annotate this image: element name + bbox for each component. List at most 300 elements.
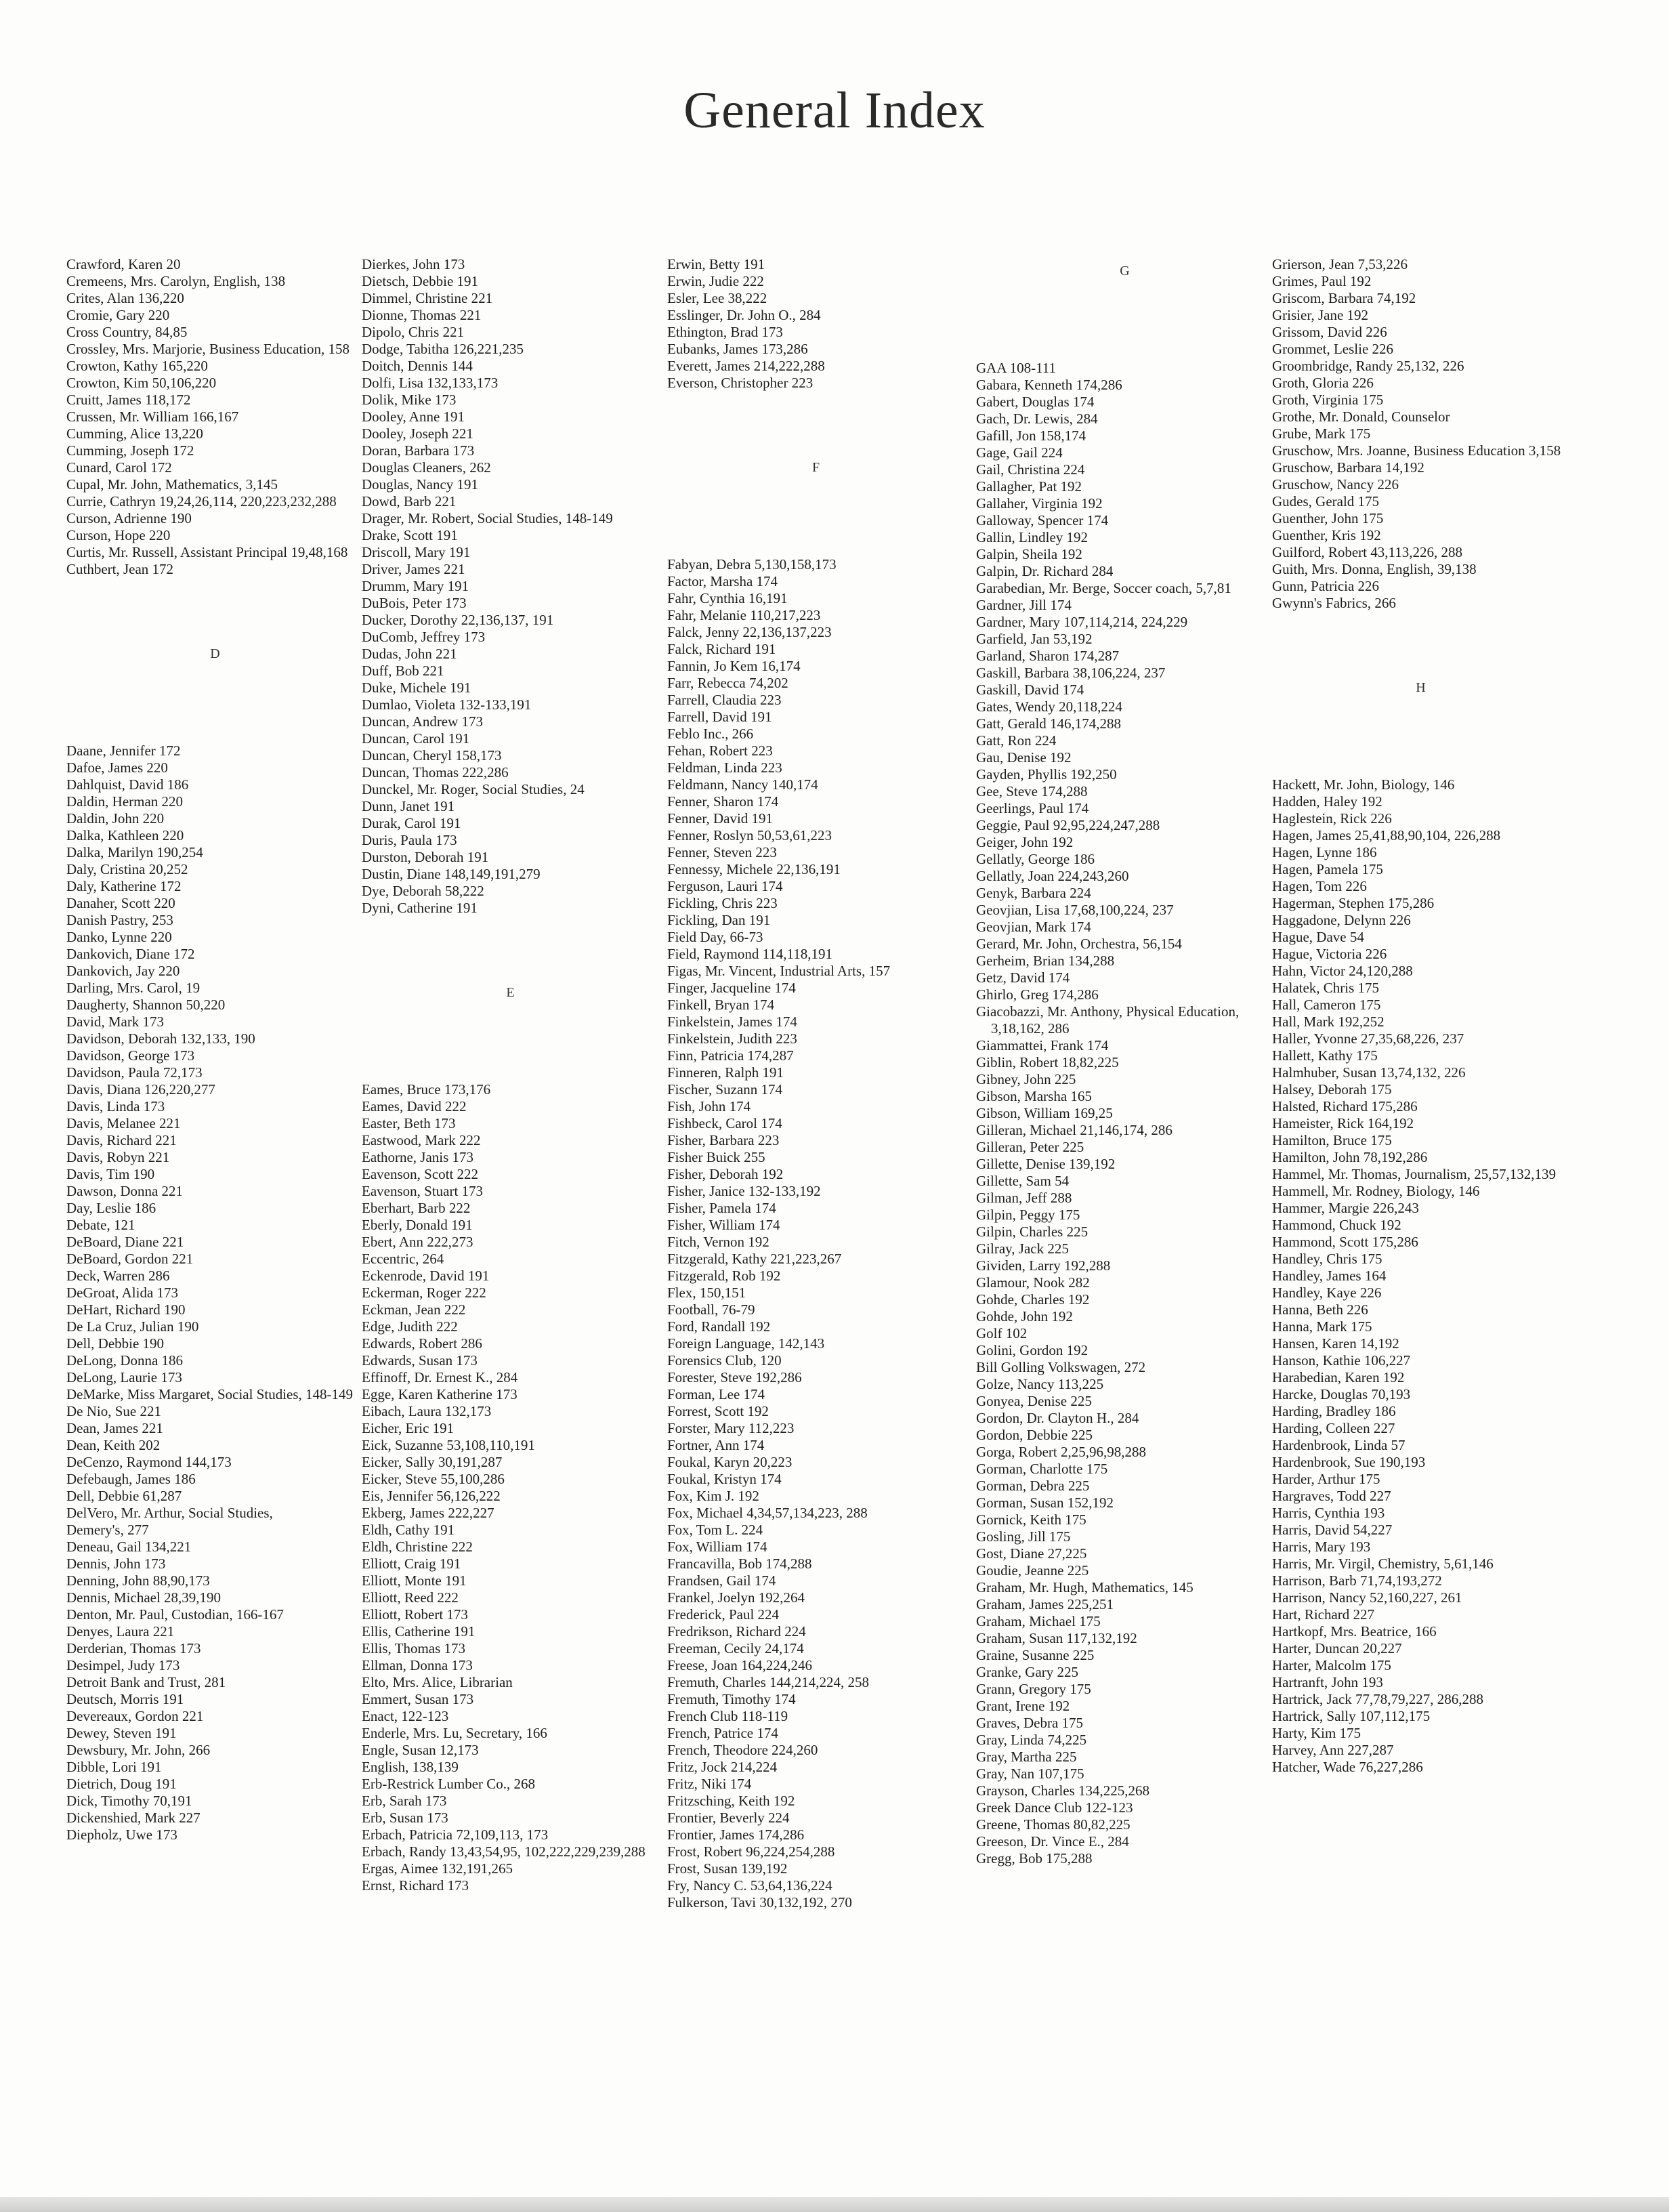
page-title: General Index [683,82,986,139]
index-entry: Ellis, Catherine 191 [362,1623,476,1640]
index-entry: Fox, Tom L. 224 [667,1522,763,1538]
index-entry: Grierson, Jean 7,53,226 [1272,256,1408,272]
index-entry: Eames, Bruce 173,176 [362,1081,491,1098]
section-letter-heading: E [506,985,515,1000]
index-entry: Fredrikson, Richard 224 [667,1623,806,1640]
index-column-3 [667,256,965,1911]
index-entry: Francavilla, Bob 174,288 [667,1556,812,1572]
index-entry: Handley, Kaye 226 [1272,1285,1382,1301]
index-entry: Fitzgerald, Rob 192 [667,1268,781,1284]
index-entry: Dawson, Donna 221 [66,1183,184,1199]
index-entry: Gruschow, Mrs. Joanne, Business Education 3,158 [1272,442,1561,459]
index-entry: Griscom, Barbara 74,192 [1272,290,1416,306]
index-entry: Fischer, Suzann 174 [667,1081,783,1098]
index-entry: Fishbeck, Carol 174 [667,1115,782,1131]
index-entry: Cross Country, 84,85 [66,324,188,340]
index-entry: Glamour, Nook 282 [976,1274,1090,1291]
index-entry: Field, Raymond 114,118,191 [667,946,833,962]
index-entry: Eccentric, 264 [362,1251,444,1267]
index-entry: Erb-Restrick Lumber Co., 268 [362,1776,536,1792]
index-entry: Driscoll, Mary 191 [362,544,471,560]
index-entry: Dowd, Barb 221 [362,493,457,509]
index-entry: Hallett, Kathy 175 [1272,1047,1378,1064]
index-entry: Guenther, Kris 192 [1272,527,1381,543]
index-entry: Eibach, Laura 132,173 [362,1403,492,1419]
index-entry: Gerard, Mr. John, Orchestra, 56,154 [976,936,1182,952]
index-entry: Crawford, Karen 20 [66,256,181,272]
index-entry: Hague, Victoria 226 [1272,946,1387,962]
index-entry: Harcke, Douglas 70,193 [1272,1386,1411,1402]
index-entry: Gregg, Bob 175,288 [976,1850,1093,1866]
index-entry: Gach, Dr. Lewis, 284 [976,411,1098,427]
index-entry: Everson, Christopher 223 [667,375,814,391]
index-entry: Hahn, Victor 24,120,288 [1272,963,1413,979]
index-entry: Elliott, Reed 222 [362,1589,459,1606]
index-entry: Gau, Denise 192 [976,749,1072,766]
index-entry: Danko, Lynne 220 [66,929,172,945]
index-entry: Daugherty, Shannon 50,220 [66,997,226,1013]
index-entry: Graham, Susan 117,132,192 [976,1630,1137,1646]
index-entry: Dyni, Catherine 191 [362,900,478,916]
index-entry: Gwynn's Fabrics, 266 [1272,595,1396,611]
index-entry: Cumming, Alice 13,220 [66,425,203,442]
index-entry: Field Day, 66-73 [667,929,763,945]
index-entry: Crussen, Mr. William 166,167 [66,409,239,425]
index-entry: Fritz, Jock 214,224 [667,1759,778,1775]
index-entry: Finkell, Bryan 174 [667,997,775,1013]
index-entry: Ferguson, Lauri 174 [667,878,783,894]
index-entry: Falck, Richard 191 [667,641,776,657]
index-entry: De Nio, Sue 221 [66,1403,161,1419]
section-letter-heading: H [1416,680,1427,695]
index-entry: Gaskill, Barbara 38,106,224, 237 [976,665,1166,681]
index-entry: Danish Pastry, 253 [66,912,173,928]
index-entry: Haller, Yvonne 27,35,68,226, 237 [1272,1030,1464,1047]
index-column-5 [1272,256,1570,1776]
index-entry: Crites, Alan 136,220 [66,290,184,306]
index-entry: Eastwood, Mark 222 [362,1132,481,1148]
index-entry: Gellatly, George 186 [976,851,1095,867]
index-entry: Harabedian, Karen 192 [1272,1369,1405,1385]
index-entry: Gordon, Debbie 225 [976,1427,1093,1443]
index-entry: Eberly, Donald 191 [362,1217,473,1233]
index-entry: Grimes, Paul 192 [1272,273,1372,289]
index-entry: Fisher, Deborah 192 [667,1166,784,1182]
index-entry: Forester, Steve 192,286 [667,1369,802,1385]
index-entry: Garabedian, Mr. Berge, Soccer coach, 5,7,81 [976,580,1231,596]
index-entry: Greeson, Dr. Vince E., 284 [976,1833,1129,1850]
index-entry: Emmert, Susan 173 [362,1691,474,1707]
index-entry: Gruschow, Barbara 14,192 [1272,459,1424,476]
index-entry: Gilray, Jack 225 [976,1240,1069,1257]
index-entry: Egge, Karen Katherine 173 [362,1386,517,1402]
index-entry: Gohde, Charles 192 [976,1291,1090,1308]
index-entry: Hartrick, Jack 77,78,79,227, 286,288 [1272,1691,1484,1707]
index-entry: Halatek, Chris 175 [1272,980,1380,996]
index-entry: Fox, Michael 4,34,57,134,223, 288 [667,1505,868,1521]
index-entry: Harter, Malcolm 175 [1272,1657,1391,1673]
index-entry: Dick, Timothy 70,191 [66,1793,192,1809]
index-entry: Guenther, John 175 [1272,510,1384,526]
index-entry: Giblin, Robert 18,82,225 [976,1054,1119,1070]
index-entry: Fisher, William 174 [667,1217,780,1233]
index-entry: DuBois, Peter 173 [362,595,467,611]
index-entry: Gohde, John 192 [976,1308,1073,1324]
index-entry: Gibson, William 169,25 [976,1105,1113,1121]
index-entry: Gordon, Dr. Clayton H., 284 [976,1410,1139,1426]
index-entry: Dudas, John 221 [362,646,457,662]
index-entry: Ellis, Thomas 173 [362,1640,466,1656]
index-entry: Getz, David 174 [976,969,1070,986]
index-entry: Eames, David 222 [362,1098,467,1114]
index-entry: Hagen, Lynne 186 [1272,844,1377,860]
index-entry: Hammell, Mr. Rodney, Biology, 146 [1272,1183,1480,1199]
index-entry: Gafill, Jon 158,174 [976,427,1086,444]
index-entry: Cumming, Joseph 172 [66,442,194,459]
index-entry: Halmhuber, Susan 13,74,132, 226 [1272,1064,1466,1081]
index-entry: Erwin, Judie 222 [667,273,764,289]
index-entry: Easter, Beth 173 [362,1115,456,1131]
index-entry: Curtis, Mr. Russell, Assistant Principal 19,48,168 [66,544,348,560]
index-entry: Daly, Katherine 172 [66,878,182,894]
index-entry: Edwards, Robert 286 [362,1335,482,1352]
index-entry: Eathorne, Janis 173 [362,1149,474,1165]
index-entry: Hagen, James 25,41,88,90,104, 226,288 [1272,827,1501,843]
index-entry: Fisher Buick 255 [667,1149,765,1165]
index-entry: Geovjian, Mark 174 [976,919,1091,935]
index-entry: Frost, Robert 96,224,254,288 [667,1843,835,1860]
index-entry: Esslinger, Dr. John O., 284 [667,307,821,323]
index-entry: Eckman, Jean 222 [362,1301,466,1318]
index-entry: Curson, Adrienne 190 [66,510,192,526]
index-entry: Daly, Cristina 20,252 [66,861,188,877]
index-entry: Forman, Lee 174 [667,1386,765,1402]
index-entry: Eicker, Steve 55,100,286 [362,1471,505,1487]
index-entry: Foreign Language, 142,143 [667,1335,825,1352]
index-entry: Harris, David 54,227 [1272,1522,1393,1538]
index-entry: Devereaux, Gordon 221 [66,1708,204,1724]
index-entry: Fisher, Pamela 174 [667,1200,776,1216]
index-entry: Fabyan, Debra 5,130,158,173 [667,556,837,572]
index-entry: Grayson, Charles 134,225,268 [976,1782,1150,1799]
index-entry: Fennessy, Michele 22,136,191 [667,861,841,877]
index-entry: Daane, Jennifer 172 [66,743,181,759]
index-entry: Duff, Bob 221 [362,663,444,679]
index-entry: Duncan, Carol 191 [362,730,470,747]
index-entry: Feblo Inc., 266 [667,726,754,742]
index-entry: Elliott, Monte 191 [362,1572,467,1589]
index-entry: French, Theodore 224,260 [667,1742,818,1758]
index-entry: Gosling, Jill 175 [976,1528,1071,1545]
index-entry: Geerlings, Paul 174 [976,800,1089,816]
index-entry: Finkelstein, Judith 223 [667,1030,797,1047]
index-entry: Hall, Mark 192,252 [1272,1014,1385,1030]
index-entry: Hatcher, Wade 76,227,286 [1272,1759,1423,1775]
index-entry: Feldmann, Nancy 140,174 [667,776,818,793]
index-entry: Grisier, Jane 192 [1272,307,1369,323]
index-entry: Freeman, Cecily 24,174 [667,1640,804,1656]
index-entry: Goudie, Jeanne 225 [976,1562,1089,1579]
index-entry: Desimpel, Judy 173 [66,1657,180,1673]
index-entry: Hackett, Mr. John, Biology, 146 [1272,776,1455,793]
index-entry: Curson, Hope 220 [66,527,171,543]
index-entry: Ergas, Aimee 132,191,265 [362,1860,513,1877]
index-entry: Cupal, Mr. John, Mathematics, 3,145 [66,476,278,493]
index-entry: Dimmel, Christine 221 [362,290,493,306]
index-entry: Davis, Robyn 221 [66,1149,170,1165]
index-entry: Dewsbury, Mr. John, 266 [66,1742,211,1758]
index-entry: Fulkerson, Tavi 30,132,192, 270 [667,1894,852,1911]
index-entry: Hartrick, Sally 107,112,175 [1272,1708,1431,1724]
index-entry: Hamilton, Bruce 175 [1272,1132,1392,1148]
index-entry: English, 138,139 [362,1759,459,1775]
index-entry: Deutsch, Morris 191 [66,1691,184,1707]
index-entry: Guilford, Robert 43,113,226, 288 [1272,544,1462,560]
index-entry: Giacobazzi, Mr. Anthony, Physical Education, 3,18,162, 286 [976,1003,1240,1037]
index-entry: Foukal, Karyn 20,223 [667,1454,793,1470]
index-entry: Genyk, Barbara 224 [976,885,1091,901]
index-entry: Crowton, Kim 50,106,220 [66,375,217,391]
index-entry: Gibney, John 225 [976,1071,1076,1087]
index-entry: Gillette, Sam 54 [976,1173,1070,1189]
index-entry: Farrell, Claudia 223 [667,692,782,708]
index-entry: Hardenbrook, Linda 57 [1272,1437,1406,1453]
index-entry: Ellman, Donna 173 [362,1657,473,1673]
index-entry: Engle, Susan 12,173 [362,1742,479,1758]
index-entry: Geggie, Paul 92,95,224,247,288 [976,817,1160,833]
index-entry: Grube, Mark 175 [1272,425,1371,442]
index-entry: Eberhart, Barb 222 [362,1200,471,1216]
index-entry: Finneren, Ralph 191 [667,1064,784,1081]
section-letter-heading: G [1120,264,1131,278]
index-entry: Gruschow, Nancy 226 [1272,476,1399,493]
index-entry: Dalka, Marilyn 190,254 [66,844,203,860]
index-entry: Demery's, 277 [66,1522,149,1538]
index-entry: French Club 118-119 [667,1708,788,1724]
index-entry: Elliott, Robert 173 [362,1606,468,1623]
index-entry: Currie, Cathryn 19,24,26,114, 220,223,232,288 [66,493,337,509]
index-entry: Harris, Mr. Virgil, Chemistry, 5,61,146 [1272,1556,1494,1572]
index-entry: Harter, Duncan 20,227 [1272,1640,1402,1656]
index-entry: Cromie, Gary 220 [66,307,170,323]
index-entry: Gorman, Debra 225 [976,1478,1090,1494]
index-column-1 [66,256,364,1843]
index-entry: DeCenzo, Raymond 144,173 [66,1454,232,1470]
index-entry: Groombridge, Randy 25,132, 226 [1272,358,1464,374]
index-entry: Gudes, Gerald 175 [1272,493,1380,509]
index-entry: Hanson, Kathie 106,227 [1272,1352,1411,1369]
index-entry: Gillette, Denise 139,192 [976,1156,1116,1172]
index-entry: Deneau, Gail 134,221 [66,1539,192,1555]
index-entry: Gornick, Keith 175 [976,1511,1086,1528]
index-entry: Derderian, Thomas 173 [66,1640,201,1656]
index-entry: Dodge, Tabitha 126,221,235 [362,341,524,357]
index-entry: Feldman, Linda 223 [667,759,782,776]
index-entry: Fry, Nancy C. 53,64,136,224 [667,1877,832,1894]
index-entry: Galloway, Spencer 174 [976,512,1109,528]
index-entry: Galpin, Sheila 192 [976,546,1082,562]
index-entry: Eavenson, Scott 222 [362,1166,479,1182]
index-entry: Dipolo, Chris 221 [362,324,465,340]
index-entry: Davidson, Paula 72,173 [66,1064,203,1081]
index-entry: Foukal, Kristyn 174 [667,1471,782,1487]
index-entry: Harding, Bradley 186 [1272,1403,1396,1419]
index-entry: Eldh, Cathy 191 [362,1522,455,1538]
index-entry: Hartkopf, Mrs. Beatrice, 166 [1272,1623,1437,1640]
index-entry: Duncan, Cheryl 158,173 [362,747,502,764]
index-entry: Gray, Linda 74,225 [976,1732,1087,1748]
index-entry: Gunn, Patricia 226 [1272,578,1380,594]
index-entry: Grothe, Mr. Donald, Counselor [1272,409,1450,425]
index-entry: Darling, Mrs. Carol, 19 [66,980,200,996]
index-entry: Hanna, Mark 175 [1272,1318,1372,1335]
index-entry: Gilleran, Peter 225 [976,1139,1084,1155]
index-entry: Graham, James 225,251 [976,1596,1114,1612]
index-entry: Forster, Mary 112,223 [667,1420,795,1436]
index-entry: Dionne, Thomas 221 [362,307,482,323]
index-entry: Doitch, Dennis 144 [362,358,473,374]
index-entry: Davis, Melanee 221 [66,1115,181,1131]
index-entry: Frontier, Beverly 224 [667,1810,790,1826]
index-entry: Fickling, Chris 223 [667,895,778,911]
index-entry: Erwin, Betty 191 [667,256,765,272]
index-entry: DeHart, Richard 190 [66,1301,186,1318]
index-entry: Eis, Jennifer 56,126,222 [362,1488,501,1504]
index-entry: Finn, Patricia 174,287 [667,1047,794,1064]
index-entry: Guith, Mrs. Donna, English, 39,138 [1272,561,1477,577]
index-entry: Gallin, Lindley 192 [976,529,1089,545]
index-entry: Hammel, Mr. Thomas, Journalism, 25,57,132,139 [1272,1166,1557,1182]
index-entry: Golini, Gordon 192 [976,1342,1089,1358]
index-entry: Davidson, George 173 [66,1047,195,1064]
index-entry: Gellatly, Joan 224,243,260 [976,868,1129,884]
index-entry: Erbach, Patricia 72,109,113, 173 [362,1827,549,1843]
index-entry: Gilman, Jeff 288 [976,1190,1072,1206]
index-entry: Gayden, Phyllis 192,250 [976,766,1117,782]
index-entry: Douglas Cleaners, 262 [362,459,491,476]
index-entry: Garfield, Jan 53,192 [976,631,1093,647]
index-entry: Deck, Warren 286 [66,1268,170,1284]
index-entry: DuComb, Jeffrey 173 [362,629,486,645]
index-entry: Gee, Steve 174,288 [976,783,1088,799]
index-entry: Graves, Debra 175 [976,1715,1084,1731]
index-entry: Hammer, Margie 226,243 [1272,1200,1419,1216]
index-entry: Dietrich, Doug 191 [66,1776,177,1792]
index-entry: David, Mark 173 [66,1014,165,1030]
index-entry: Dooley, Joseph 221 [362,425,473,442]
index-entry: Day, Leslie 186 [66,1200,156,1216]
index-entry: Frost, Susan 139,192 [667,1860,788,1877]
index-entry: Gage, Gail 224 [976,444,1063,461]
index-entry: Graham, Mr. Hugh, Mathematics, 145 [976,1579,1193,1595]
index-entry: Fenner, David 191 [667,810,774,827]
index-entry: Cremeens, Mrs. Carolyn, English, 138 [66,273,286,289]
index-entry: Falck, Jenny 22,136,137,223 [667,624,832,640]
index-entry: Gray, Nan 107,175 [976,1766,1084,1782]
index-entry: Duke, Michele 191 [362,680,471,696]
index-entry: Galpin, Dr. Richard 284 [976,563,1114,579]
index-entry: Harding, Colleen 227 [1272,1420,1395,1436]
index-entry: Greek Dance Club 122-123 [976,1799,1133,1816]
index-entry: Drake, Scott 191 [362,527,458,543]
index-entry: Doran, Barbara 173 [362,442,475,459]
index-entry: Denning, John 88,90,173 [66,1572,210,1589]
index-entry: Eicker, Sally 30,191,287 [362,1454,503,1470]
index-entry: Gray, Martha 225 [976,1749,1077,1765]
index-entry: Fish, John 174 [667,1098,751,1114]
index-entry: Graine, Susanne 225 [976,1647,1095,1663]
index-entry: Harrison, Nancy 52,160,227, 261 [1272,1589,1462,1606]
index-entry: Driver, James 221 [362,561,465,577]
index-entry: Erb, Susan 173 [362,1810,448,1826]
index-entry: Frandsen, Gail 174 [667,1572,776,1589]
index-entry: Dewey, Steven 191 [66,1725,177,1741]
index-entry: DeLong, Donna 186 [66,1352,184,1369]
index-entry: Dunn, Janet 191 [362,798,455,814]
index-entry: Elliott, Craig 191 [362,1556,461,1572]
index-entry: Golze, Nancy 113,225 [976,1376,1104,1392]
index-entry: Fenner, Steven 223 [667,844,777,860]
index-entry: Hadden, Haley 192 [1272,793,1382,810]
index-entry: Dickenshied, Mark 227 [66,1810,200,1826]
index-entry: Dean, Keith 202 [66,1437,161,1453]
index-entry: Gividen, Larry 192,288 [976,1257,1111,1274]
index-entry: Graham, Michael 175 [976,1613,1101,1629]
index-entry: Fannin, Jo Kem 16,174 [667,658,801,674]
index-entry: Eicher, Eric 191 [362,1420,455,1436]
index-entry: Dooley, Anne 191 [362,409,465,425]
index-entry: Dustin, Diane 148,149,191,279 [362,866,541,882]
index-entry: Duris, Paula 173 [362,832,457,848]
index-entry: DeMarke, Miss Margaret, Social Studies, 148-149 [66,1386,354,1402]
index-entry: Davis, Linda 173 [66,1098,165,1114]
index-entry: Gorman, Charlotte 175 [976,1461,1108,1477]
index-entry: Fitzgerald, Kathy 221,223,267 [667,1251,842,1267]
index-entry: Dell, Debbie 61,287 [66,1488,182,1504]
index-entry: Hagen, Tom 226 [1272,878,1367,894]
index-entry: Dalka, Kathleen 220 [66,827,184,843]
index-entry: Forensics Club, 120 [667,1352,782,1369]
index-entry: Gorga, Robert 2,25,96,98,288 [976,1444,1147,1460]
index-entry: Danaher, Scott 220 [66,895,175,911]
index-entry: Geovjian, Lisa 17,68,100,224, 237 [976,902,1174,918]
index-entry: Flex, 150,151 [667,1285,746,1301]
index-entry: Harder, Arthur 175 [1272,1471,1380,1487]
section-letter-heading: F [811,460,821,475]
index-entry: Dell, Debbie 190 [66,1335,165,1352]
index-entry: Ethington, Brad 173 [667,324,783,340]
index-entry: Fenner, Sharon 174 [667,793,779,810]
index-entry: Fickling, Dan 191 [667,912,771,928]
index-entry: Hall, Cameron 175 [1272,997,1381,1013]
index-entry: Drumm, Mary 191 [362,578,469,594]
index-entry: Dafoe, James 220 [66,759,168,776]
index-entry: Enderle, Mrs. Lu, Secretary, 166 [362,1725,547,1741]
index-entry: Denton, Mr. Paul, Custodian, 166-167 [66,1606,284,1623]
index-entry: DeLong, Laurie 173 [66,1369,182,1385]
index-entry: Fritz, Niki 174 [667,1776,752,1792]
index-entry: Freese, Joan 164,224,246 [667,1657,813,1673]
index-entry: Douglas, Nancy 191 [362,476,479,493]
index-entry: Gonyea, Denise 225 [976,1393,1092,1409]
index-entry: Gorman, Susan 152,192 [976,1495,1114,1511]
index-entry: Gardner, Mary 107,114,214, 224,229 [976,614,1188,630]
index-entry: Dahlquist, David 186 [66,776,189,793]
index-entry: Hammond, Scott 175,286 [1272,1234,1418,1250]
index-entry: Finkelstein, James 174 [667,1014,797,1030]
index-entry: Gaskill, David 174 [976,682,1084,698]
index-entry: Esler, Lee 38,222 [667,290,767,306]
